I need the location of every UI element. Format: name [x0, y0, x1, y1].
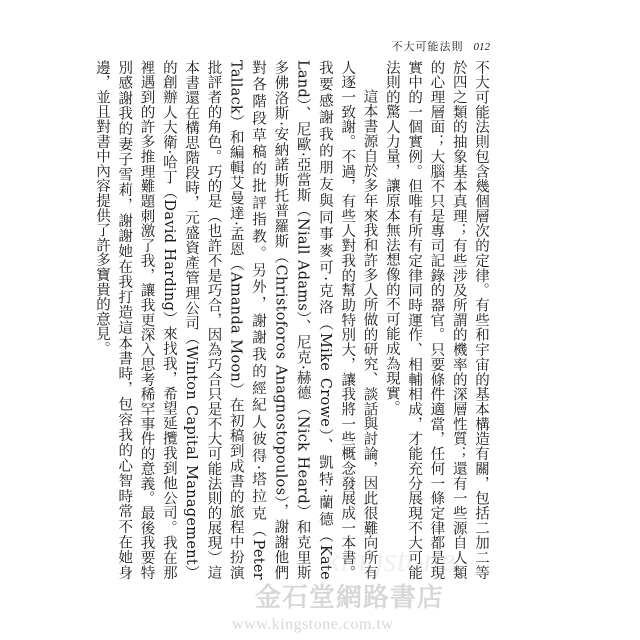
watermark-url: www.kingstone.com.tw	[232, 616, 394, 633]
paragraph-2: 這本書源自於多年來我和許多人所做的研究、談話與討論，因此很難向所有人逐一致謝。不過，有些人對我的幫助特別大，讓我將一些概念發展成一本書。我要感謝我的朋友與同事麥可·克洛（Mike Crowe）、凱特·蘭德（Kate Land）、尼歐·亞當斯（Niall Adams）、尼克·赫德（Nick Heard）和克里斯多佛洛斯·安納諾斯托普羅斯（Christoforos Anagnostopoulos），謝謝他們對各階段草稿的批評指教。另外，謝謝我的經紀人彼得·塔拉克（Peter Tallack）和編輯艾曼達·孟恩（Amanda Moon）在初稿到成書的旅程中扮演批評者的角色。巧的是（也許不是巧合，因為巧合只是不大可能法則的展現）這本書還在構思階段時，元盛資產管理公司（Winton Capital Management）的創辦人大衛·哈丁（David Harding）來找我，希望延攬我到他公司。我在那裡遇到的許多推理難題刺激了我，讓我更深入思考稀罕事件的意義。最後我要特別感謝我的妻子雪莉，謝謝她在我打造這本書時，包容我的心智時常不在她身邊，並且對書中內容提供了許多寶貴的意見。	[93, 60, 378, 580]
paragraph-1: 不大可能法則包含幾個層次的定律。有些和宇宙的基本構造有關，包括二加二等於四之類的抽象基本真理；有些涉及所謂的機率的深層性質；還有一些源自人類的心理層面；大腦不只是專司記錄的器官。只要條件適當，任何一條定律都是現實中的一個實例。但唯有所有定律同時運作、相輔相成，才能充分展現不大可能法則的驚人力量，讓原本無法想像的不可能成為現實。	[383, 60, 489, 580]
watermark-logo: kingstone	[325, 542, 456, 579]
page-number: 012	[473, 41, 490, 53]
watermark	[0, 542, 640, 640]
running-header	[392, 38, 491, 54]
watermark-store-name: 金石堂網路書店	[255, 583, 445, 613]
vertical-text-body	[93, 60, 492, 580]
book-title: 不大可能法則	[391, 40, 464, 53]
